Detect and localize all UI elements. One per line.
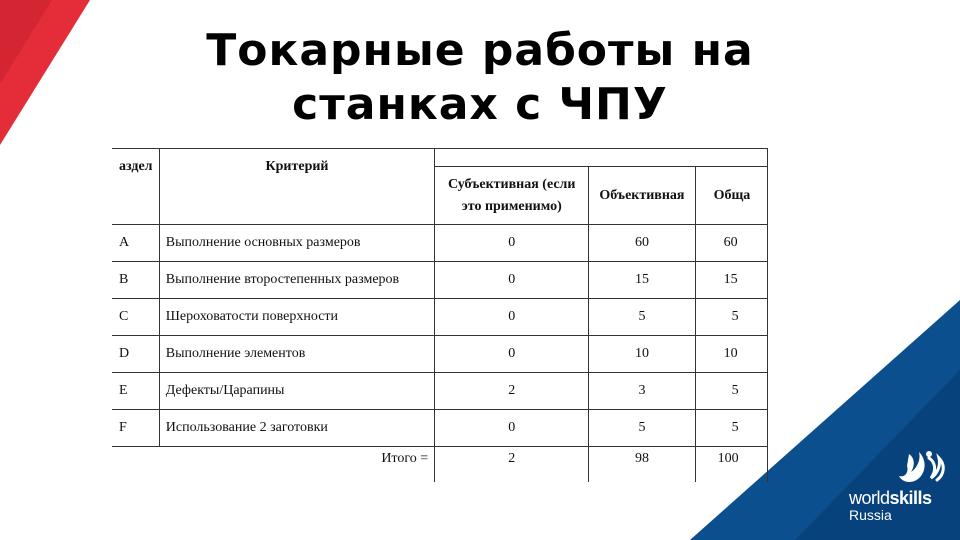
cell-section: F — [112, 410, 159, 447]
total-subjective: 2 — [435, 447, 589, 483]
cell-total: 10 — [695, 336, 767, 373]
cell-criterion: Шероховатости поверхности — [159, 299, 434, 336]
cell-section: B — [112, 262, 159, 299]
table-row — [112, 373, 768, 410]
criteria-table-image — [112, 148, 802, 482]
table-row — [112, 336, 768, 373]
header-subjective: Субъективная (если это применимо) — [435, 167, 589, 225]
cell-objective: 10 — [589, 336, 695, 373]
table-header-row — [112, 149, 768, 167]
table-row — [112, 262, 768, 299]
criteria-table — [112, 148, 768, 482]
logo-wordmark — [849, 488, 932, 523]
total-total: 100 — [695, 447, 767, 483]
logo-world-text: world — [849, 488, 890, 508]
cell-total: 5 — [695, 410, 767, 447]
cell-objective: 15 — [589, 262, 695, 299]
title-line-2: станках с ЧПУ — [292, 79, 668, 130]
cell-objective: 3 — [589, 373, 695, 410]
cell-objective: 60 — [589, 225, 695, 262]
red-corner-decoration — [0, 0, 90, 145]
cell-section: D — [112, 336, 159, 373]
worldskills-flame-icon — [891, 448, 960, 488]
table-row — [112, 410, 768, 447]
cell-total: 15 — [695, 262, 767, 299]
header-section: аздел — [112, 149, 159, 225]
cell-subjective: 0 — [435, 410, 589, 447]
cell-criterion: Выполнение элементов — [159, 336, 434, 373]
cell-total: 5 — [695, 373, 767, 410]
cell-criterion: Выполнение основных размеров — [159, 225, 434, 262]
header-group-cell — [435, 149, 768, 167]
cell-subjective: 0 — [435, 262, 589, 299]
logo-skills-text: skills — [889, 488, 932, 508]
cell-criterion: Выполнение второстепенных размеров — [159, 262, 434, 299]
cell-subjective: 0 — [435, 299, 589, 336]
logo-russia-text: Russia — [849, 507, 892, 523]
cell-section: C — [112, 299, 159, 336]
cell-criterion: Использование 2 заготовки — [159, 410, 434, 447]
cell-criterion: Дефекты/Царапины — [159, 373, 434, 410]
cell-subjective: 0 — [435, 336, 589, 373]
cell-section: E — [112, 373, 159, 410]
cell-total: 5 — [695, 299, 767, 336]
table-total-row — [112, 447, 768, 483]
header-criterion: Критерий — [159, 149, 434, 225]
cell-subjective: 2 — [435, 373, 589, 410]
header-total: Обща — [695, 167, 767, 225]
cell-objective: 5 — [589, 299, 695, 336]
cell-subjective: 0 — [435, 225, 589, 262]
total-objective: 98 — [589, 447, 695, 483]
table-row — [112, 299, 768, 336]
header-objective: Объективная — [589, 167, 695, 225]
cell-section: A — [112, 225, 159, 262]
worldskills-russia-logo — [849, 448, 959, 538]
cell-total: 60 — [695, 225, 767, 262]
cell-objective: 5 — [589, 410, 695, 447]
table-row — [112, 225, 768, 262]
title-line-1: Токарные работы на — [206, 25, 754, 76]
slide-title — [100, 24, 860, 132]
total-label: Итого = — [112, 447, 435, 483]
